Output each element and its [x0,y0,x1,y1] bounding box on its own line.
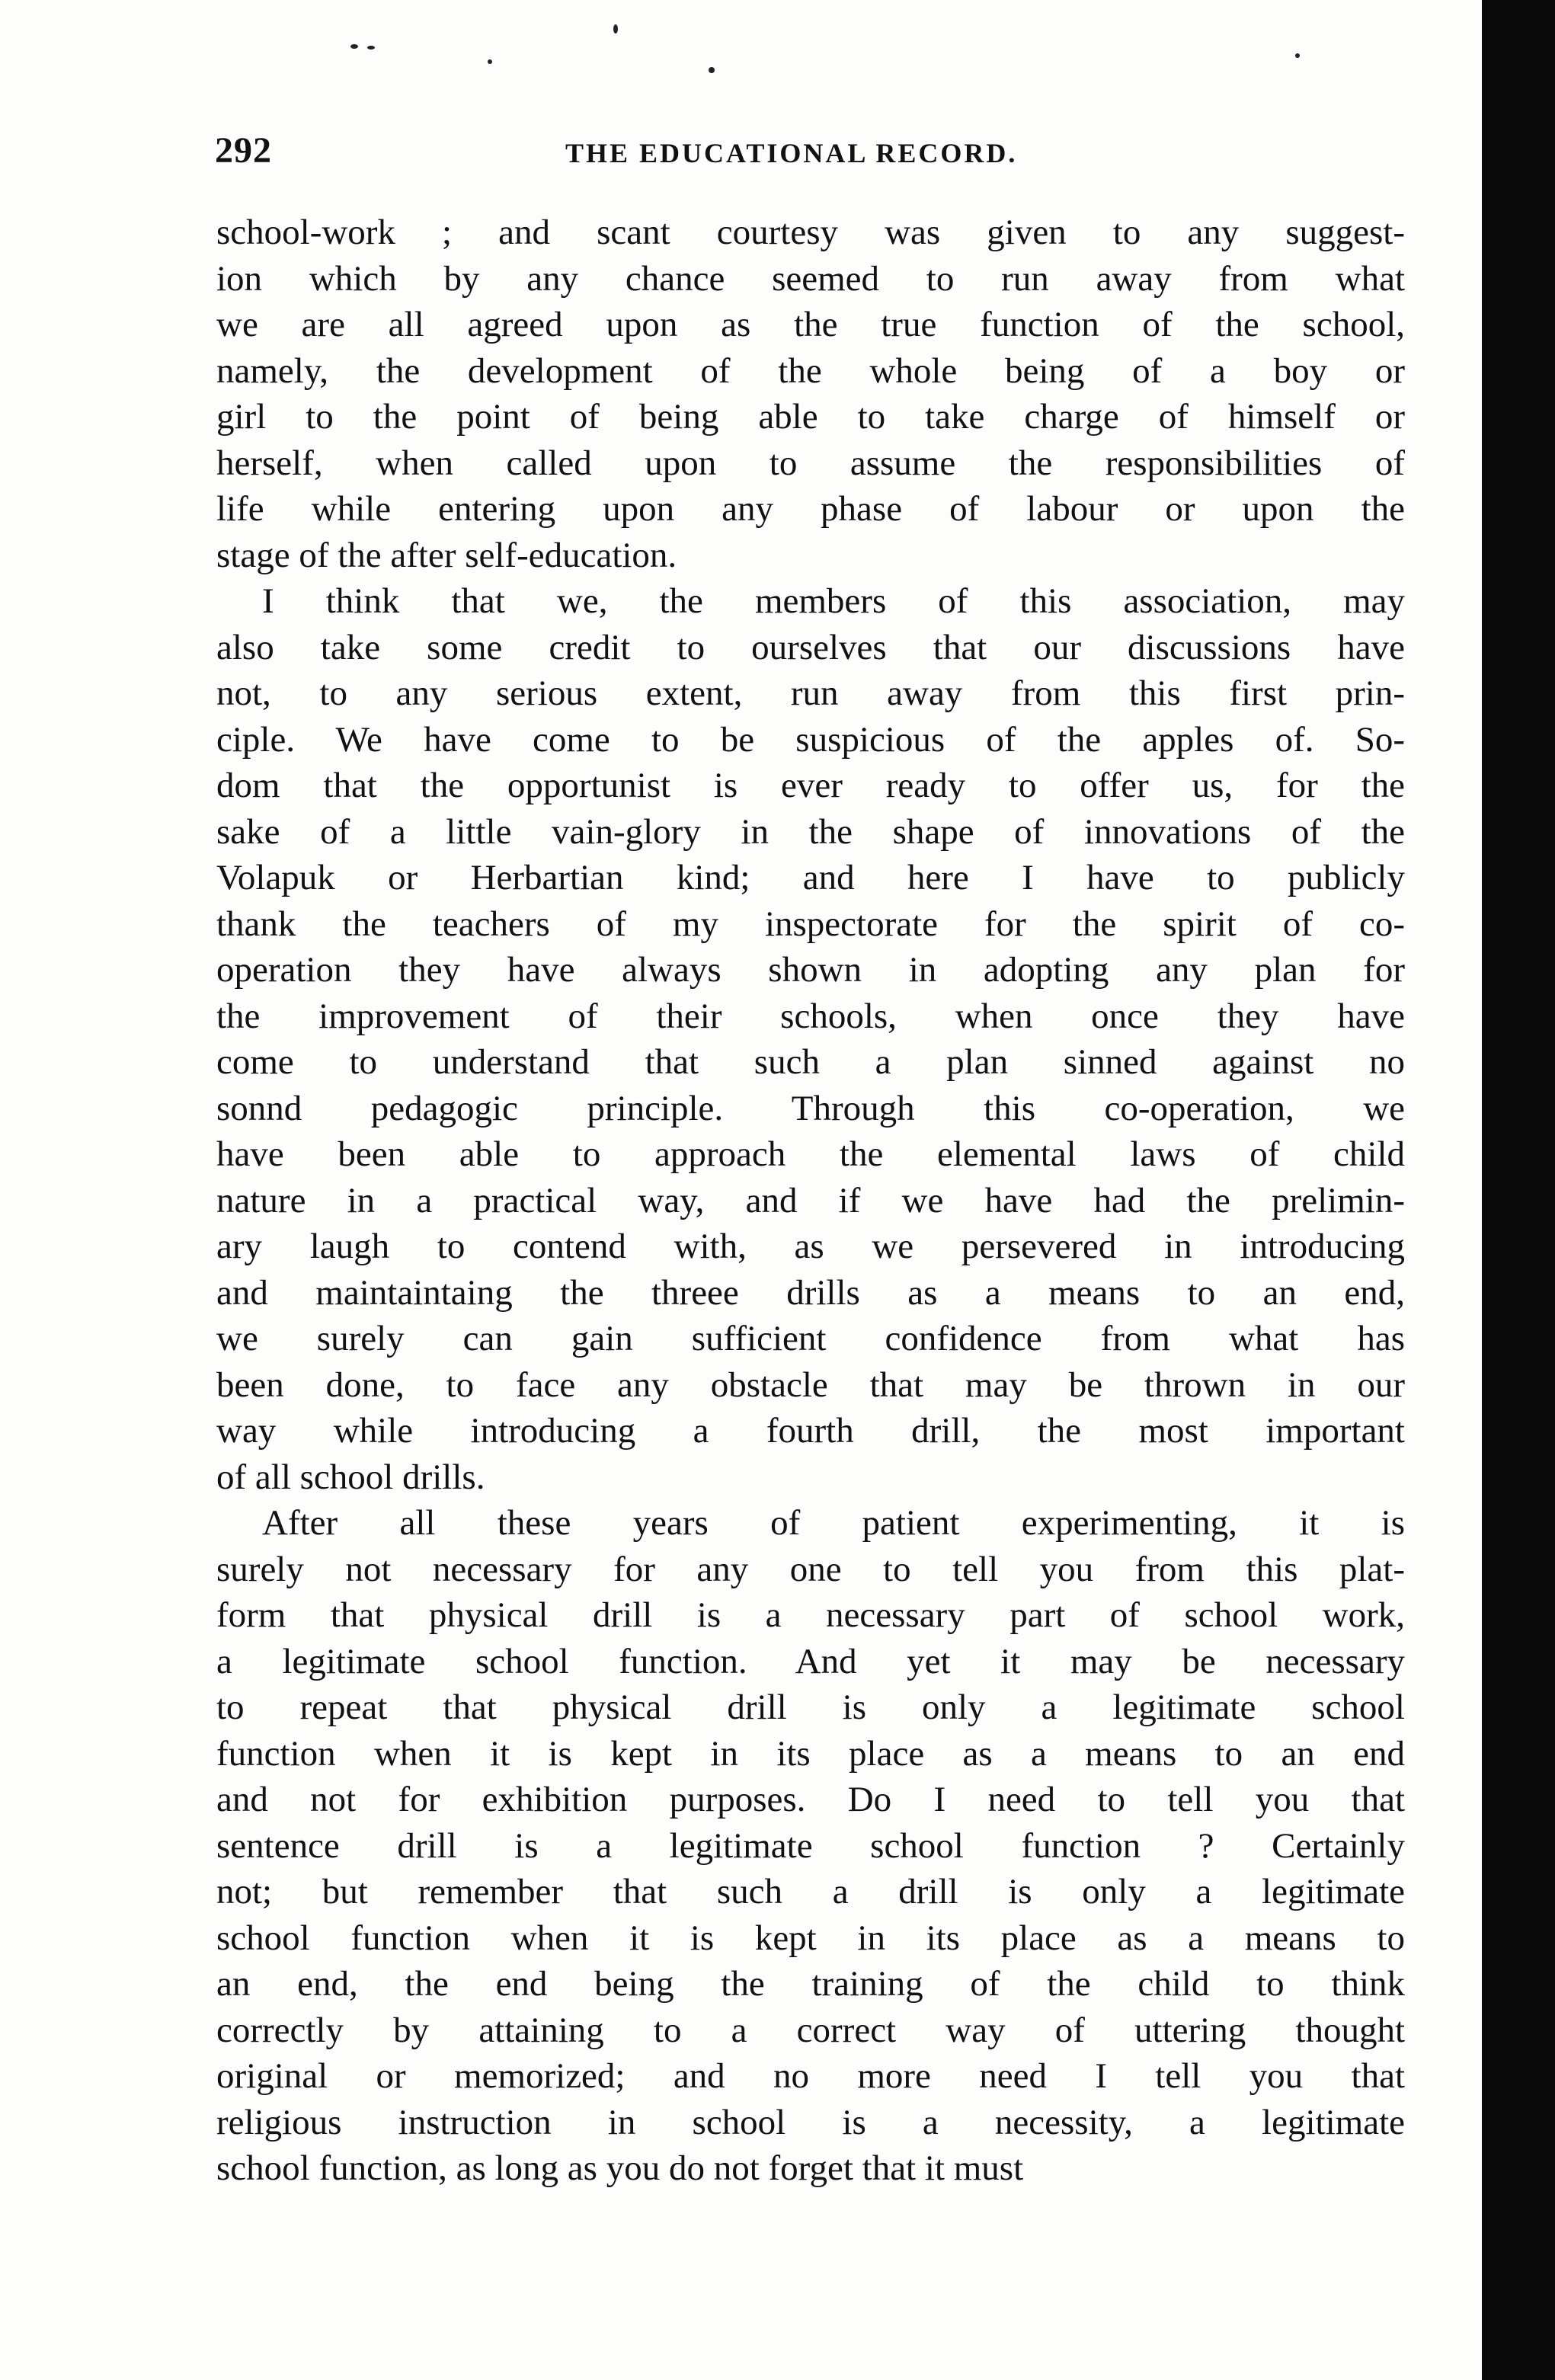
page-number: 292 [215,130,272,171]
text-line: sonnd pedagogic principle. Through this co-operation, we [216,1088,1405,1128]
text-line: been done, to face any obstacle that may be thrown in our [216,1364,1405,1405]
text-line: sentence drill is a legitimate school function ? Certainly [216,1825,1405,1866]
text-line: form that physical drill is a necessary part of school work, [216,1595,1405,1635]
running-head: THE EDUCATIONAL RECORD. [565,138,1018,168]
text-line: come to understand that such a plan sinned against no [216,1042,1405,1082]
text-line: herself, when called upon to assume the responsibilities of [216,443,1405,483]
scan-speck [1295,53,1300,58]
scan-speck [367,46,375,50]
text-line: ciple. We have come to be suspicious of the apples of. So- [216,719,1405,760]
text-line: we are all agreed upon as the true function of the school, [216,305,1405,344]
scan-speck [350,44,358,49]
text-line: of all school drills. [216,1457,485,1497]
text-line: to repeat that physical drill is only a legitimate school [216,1687,1405,1727]
text-line: operation they have always shown in adopting any plan for [216,950,1405,990]
text-line: the improvement of their schools, when once they have [216,996,1405,1036]
text-line: way while introducing a fourth drill, the most important [216,1411,1405,1451]
text-line: school-work ; and scant courtesy was given to any suggest- [216,213,1405,252]
text-line: function when it is kept in its place as a means to an end [216,1733,1405,1774]
text-line: and not for exhibition purposes. Do I need to tell you that [216,1780,1405,1819]
paragraph [216,210,1405,578]
text-line: Volapuk or Herbartian kind; and here I have to publicly [216,858,1405,897]
scan-speck [613,24,618,34]
text-line: also take some credit to ourselves that our discussions have [216,627,1405,667]
text-line: dom that the opportunist is ever ready to offer us, for the [216,766,1405,805]
text-line: and maintaintaing the threee drills as a means to an end, [216,1272,1405,1313]
paragraph [216,578,1405,1500]
page-header [215,130,1152,190]
text-line: stage of the after self-education. [216,535,677,575]
scan-speck [488,59,492,64]
text-line: surely not necessary for any one to tell you from this plat- [216,1549,1405,1589]
text-line: not; but remember that such a drill is only a legitimate [216,1872,1405,1911]
text-line: ary laugh to contend with, as we persevered in introducing [216,1227,1405,1266]
text-line: school function when it is kept in its place as a means to [216,1918,1405,1958]
text-line: sake of a little vain-glory in the shape of innovations of the [216,811,1405,852]
text-line: girl to the point of being able to take charge of himself or [216,397,1405,437]
text-line: correctly by attaining to a correct way of uttering thought [216,2010,1405,2050]
scan-specks [350,23,1341,76]
text-line: a legitimate school function. And yet it may be necessary [216,1641,1405,1681]
text-line: ion which by any chance seemed to run away from what [216,258,1405,299]
scan-edge-bar [1482,0,1555,2380]
body-text [216,210,1405,2192]
paragraph [216,1500,1405,2192]
text-line: thank the teachers of my inspectorate for the spirit of co- [216,904,1405,944]
text-line: life while entering upon any phase of labour or upon the [216,489,1405,529]
text-line: not, to any serious extent, run away from this first prin- [216,673,1405,713]
text-line: religious instruction in school is a necessity, a legitimate [216,2102,1405,2142]
text-line: we surely can gain sufficient confidence from what has [216,1319,1405,1358]
text-line: nature in a practical way, and if we have had the prelimin- [216,1180,1405,1220]
text-line: namely, the development of the whole being of a boy or [216,350,1405,391]
text-line: I think that we, the members of this association, may [262,581,1405,621]
text-line: an end, the end being the training of the child to think [216,1964,1405,2004]
scan-speck [709,67,715,73]
text-line: original or memorized; and no more need I tell you that [216,2056,1405,2096]
text-line: have been able to approach the elemental laws of child [216,1134,1405,1174]
text-line: After all these years of patient experimenting, it is [262,1503,1405,1543]
text-line: school function, as long as you do not forget that it must [216,2148,1024,2188]
